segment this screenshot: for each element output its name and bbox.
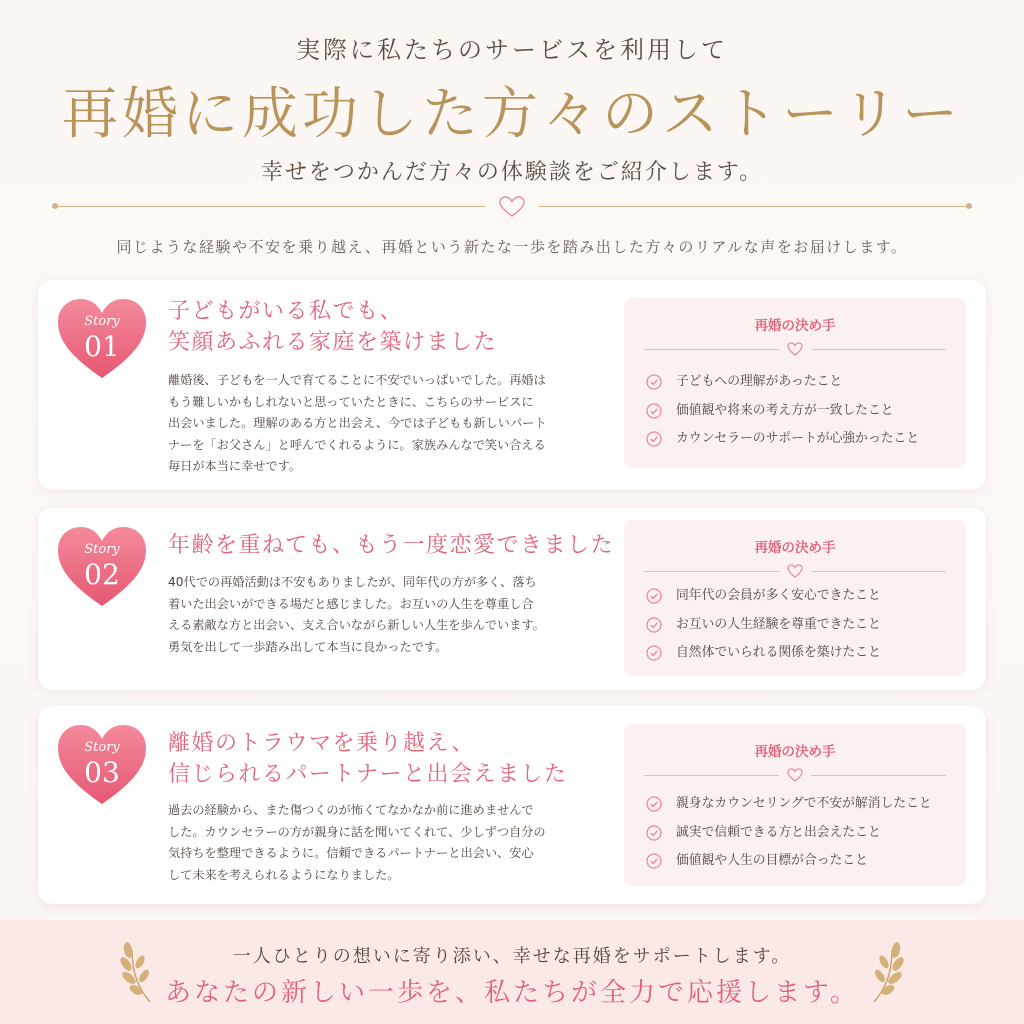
body-line: ナーを「お父さん」と呼んでくれるように。家族みんなで笑い合える: [168, 437, 546, 452]
panel-divider: [644, 342, 946, 356]
heart-divider-icon: [787, 342, 803, 356]
body-line: 離婚後、子どもを一人で育てることに不安でいっぱいでした。再婚は: [168, 373, 546, 387]
sub-title: 幸せをつかんだ方々の体験談をご紹介します。: [260, 160, 764, 185]
deciding-factor-text: 子どもへの理解があったこと: [676, 374, 843, 389]
story-body: [168, 370, 568, 478]
story-title: [168, 530, 614, 561]
check-circle-icon: [646, 617, 662, 633]
deciding-factor-text: 誠実で信頼できる方と出会えたこと: [676, 824, 881, 840]
deciding-factor-item: [646, 823, 956, 852]
body-line: して未来を考えられるようになりました。: [168, 867, 400, 882]
badge-label: Story: [84, 740, 120, 755]
deciding-factor-item: [646, 401, 956, 430]
story-badge: [54, 296, 150, 382]
deciding-factor-item: [646, 851, 956, 880]
body-line: した。カウンセラーの方が親身に話を聞いてくれて、少しずつ自分の: [168, 824, 546, 839]
story-body: [168, 800, 568, 886]
laurel-icon: [866, 940, 906, 1004]
story-title-line: 離婚のトラウマを乗り越え、: [168, 731, 475, 756]
deciding-factor-text: 同年代の会員が多く安心できたこと: [676, 588, 881, 603]
deciding-factor-text: お互いの人生経験を尊重できたこと: [676, 616, 881, 632]
deciding-factor-item: [646, 615, 956, 644]
deciding-factors-title: 再婚の決め手: [754, 540, 836, 556]
deciding-factor-item: [646, 643, 956, 672]
badge-label: Story: [84, 314, 120, 329]
deciding-factor-text: カウンセラーのサポートが心強かったこと: [676, 431, 920, 446]
check-circle-icon: [646, 588, 662, 604]
body-line: 出会いました。理解のある方と出会え、今では子どもも新しいパート: [168, 416, 547, 430]
deciding-factor-text: 価値観や人生の目標が合ったこと: [676, 853, 868, 868]
body-line: 過去の経験から、また傷つくのが怖くてなかなか前に進めませんで: [168, 803, 534, 817]
deciding-factors-title: 再婚の決め手: [754, 318, 836, 334]
story-title: [168, 728, 568, 790]
footer-line-2: あなたの新しい一歩を、私たちが全力で応援します。: [165, 978, 859, 1008]
body-line: 毎日が本当に幸せです。: [168, 459, 302, 473]
check-circle-icon: [646, 431, 662, 447]
check-circle-icon: [646, 403, 662, 419]
story-card-3: [38, 706, 986, 904]
heart-divider-icon: [787, 564, 803, 578]
deciding-factors-panel: [624, 298, 966, 468]
pre-title: 実際に私たちのサービスを利用して: [296, 36, 728, 64]
story-title-line: 年齢を重ねても、もう一度恋愛できました: [168, 533, 614, 558]
deciding-factor-item: [646, 429, 956, 458]
story-body: [168, 572, 568, 658]
story-card-1: [38, 280, 986, 490]
panel-divider: [644, 564, 946, 578]
deciding-factors-panel: [624, 520, 966, 676]
badge-number: 02: [84, 558, 120, 591]
deciding-factor-item: [646, 586, 956, 615]
deciding-factor-text: 親身なカウンセリングで不安が解消したこと: [676, 796, 932, 811]
heart-divider-icon: [498, 196, 526, 218]
footer-line-1: 一人ひとりの想いに寄り添い、幸せな再婚をサポートします。: [232, 946, 792, 967]
badge-number: 03: [84, 756, 120, 789]
divider-line-left: [55, 206, 485, 207]
check-circle-icon: [646, 645, 662, 661]
deciding-factor-text: 価値観や将来の考え方が一致したこと: [676, 402, 894, 418]
story-badge: [54, 722, 150, 808]
badge-number: 01: [84, 330, 120, 363]
deciding-factor-item: [646, 794, 956, 823]
check-circle-icon: [646, 796, 662, 812]
badge-label: Story: [84, 542, 120, 557]
body-line: 勇気を出して一歩踏み出して本当に良かったです。: [168, 639, 448, 654]
heart-divider-icon: [787, 768, 803, 782]
divider-dot-right: [966, 203, 972, 209]
body-line: もう難しいかもしれないと思っていたときに、こちらのサービスに: [168, 394, 534, 409]
body-line: 40代での再婚活動は不安もありましたが、同年代の方が多く、落ち: [168, 575, 537, 589]
story-card-2: [38, 508, 986, 690]
body-line: える素敵な方と出会い、支え合いながら新しい人生を歩んでいます。: [168, 618, 545, 632]
body-line: 着いた出会いができる場だと感じました。お互いの人生を尊重し合: [168, 596, 534, 611]
story-badge: [54, 524, 150, 610]
deciding-factors-title: 再婚の決め手: [754, 744, 836, 760]
check-circle-icon: [646, 374, 662, 390]
header-divider: [55, 196, 969, 218]
story-title-line: 笑顔あふれる家庭を築けました: [168, 330, 498, 355]
check-circle-icon: [646, 853, 662, 869]
deciding-factor-text: 自然体でいられる関係を築けたこと: [676, 645, 881, 660]
deciding-factors-panel: [624, 724, 966, 886]
check-circle-icon: [646, 825, 662, 841]
panel-divider: [644, 768, 946, 782]
story-title-line: 子どもがいる私でも、: [168, 299, 404, 324]
footer-banner: [0, 920, 1024, 1024]
story-title: [168, 296, 497, 358]
story-title-line: 信じられるパートナーと出会えました: [168, 762, 568, 787]
body-line: 気持ちを整理できるように。信頼できるパートナーと出会い、安心: [168, 846, 534, 860]
divider-line-right: [539, 206, 969, 207]
intro-text: 同じような経験や不安を乗り越え、再婚という新たな一歩を踏み出した方々のリアルな声をお届けします。: [116, 238, 908, 256]
deciding-factor-item: [646, 372, 956, 401]
page-title: 再婚に成功した方々のストーリー: [62, 82, 962, 147]
